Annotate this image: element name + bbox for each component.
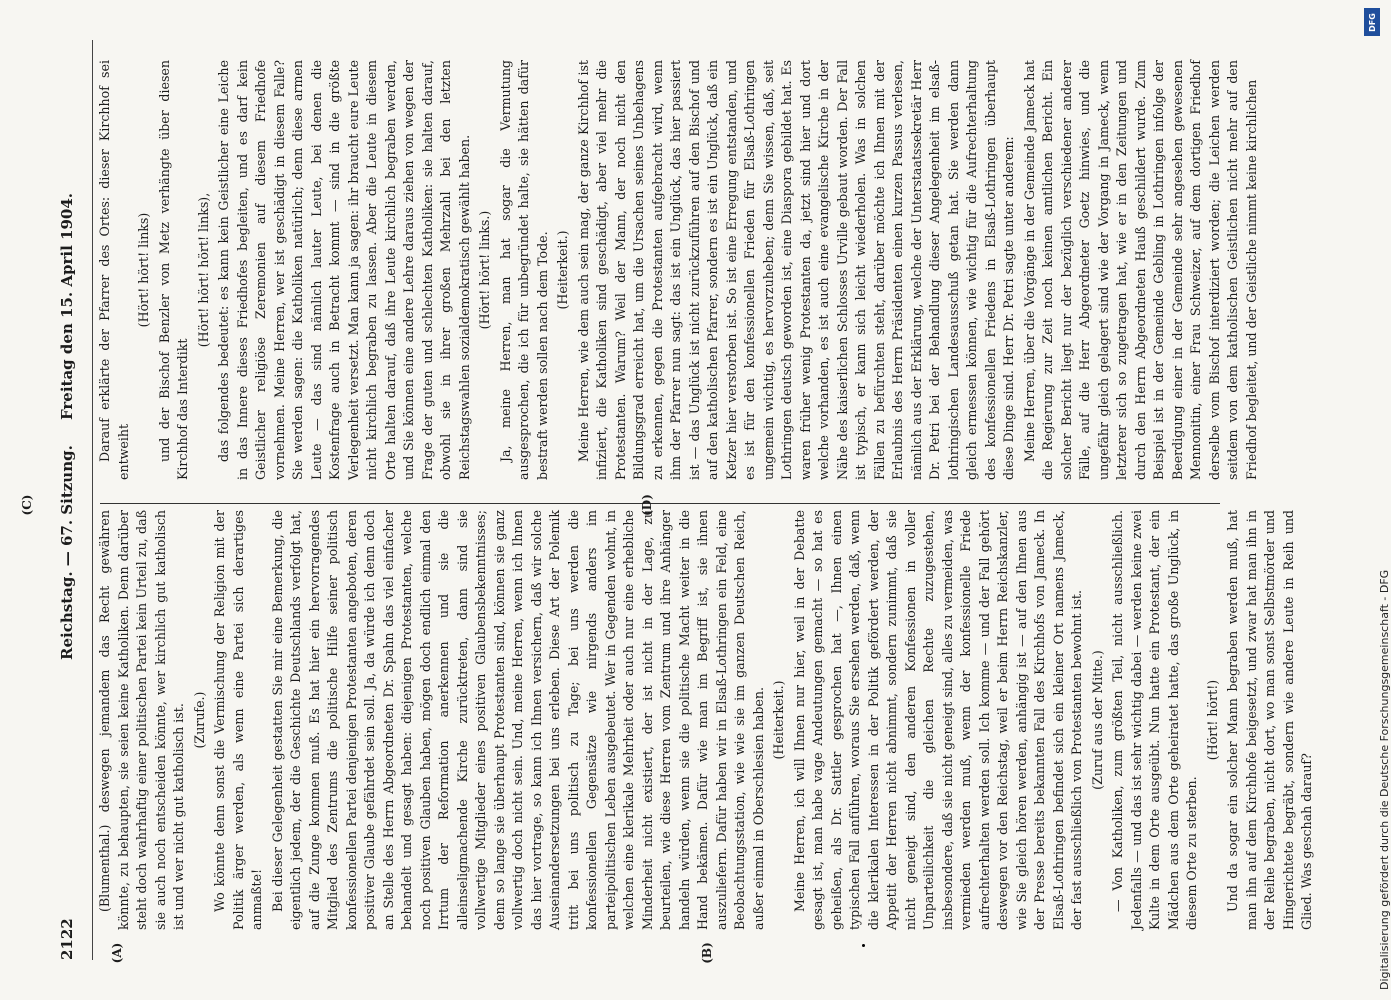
interjection: (Heiterkeit.) [555,230,570,310]
column-divider [100,503,1220,504]
ink-speck [862,944,865,947]
paragraph: Bei dieser Gelegenheit gestatten Sie mir eine Bemerkung, die eigentlich jedem, der die Geschichte Deutschlands verfolgt hat, auf die Zunge kommen muß. Es hat hier ein hervorragendes Mitglied des Zentrums die politische Hilfe seiner politisch konfessionellen Partei denjenigen Protestanten angeboten, deren positiver Glaube gefährdet sein soll. Ja, da würde ich denn doch an Stelle des Herrn Abgeordneten Dr. Spahn das viel einfacher behandelt und gesagt haben: diejenigen Protestanten, welche noch positiven Glauben haben, mögen doch endlich einmal den Irrtum der Reformation anerkennen und sie die alleinseligmachende Kirche zurücktreten, dann sind sie vollwertige Mitglieder eines positiven Glaubensbekenntnisses; denn so lange sie überhaupt Protestanten sind, können sie ganz vollwertig doch nicht sein. Und, meine Herren, wenn ich Ihnen das hier vortrage, so kann ich Ihnen versichern, daß wir solche Auseinandersetzungen bei uns erleben. Diese Art der Polemik tritt bei uns politisch zu Tage; bei uns werden die konfessionellen Gegensätze wie nirgends anders im parteipolitischen Leben ausgebeutet. Wer in Gegenden wohnt, in welchen eine klerikale Mehrheit oder auch nur eine erhebliche Minderheit nicht existiert, der ist nicht in der Lage, zu beurteilen, wie diese Herren vom Zentrum und ihre Anhänger handeln würden, wenn sie die politische Macht weiter in die Hand bekämen. Dafür wie man im Begriff ist, sie ihnen auszuliefern. Dafür haben wir in Elsaß-Lothringen ein Feld, eine Beobachtungsstation, wie wie sie im ganzen Deutschen Reich, außer einmal in Oberschlesien haben. [269,510,766,930]
interjection: (Hört! hört!) [1204,679,1220,761]
interjection: (Hört! hört! links) [136,212,151,328]
interjection: (Zuruf aus der Mitte.) [1089,650,1105,790]
paragraph: Meine Herren, über die Vorgänge in der Gemeinde Jameck hat die Regierung zur Zeit noch keinen amtlichen Bericht. Ein solcher Bericht liegt nur der bezüglich verschiedener anderer Fälle, auf die Herr Abgeordneter Goetz hinwies, und die ungefähr gleich gelagert sind wie der Vorgang in Jameck, wenn letzterer sich so zugetragen hat, wie er in den Zeitungen und durch den Herrn Abgeordneten Hauß geschildert wurde. Zum Beispiel ist in der Gemeinde Gebling in Lothringen infolge der Beerdigung einer in der Gemeinde sehr angesehen gewesenen Mennonitin, einer Frau Schweizer, auf dem dortigen Friedhof derselbe vom Bischof interdiziert worden; die Leichen werden seitdem von dem katholischen Geistlichen nicht mehr auf den Friedhof begleitet, und der Geistliche nimmt keine kirchlichen [1021,60,1259,480]
page-header [48,40,88,960]
digitization-credit: Digitalisierung gefördert durch die Deutsche Forschungsgemeinschaft - DFG [1378,569,1391,990]
interjection: (Heiterkeit.) [771,680,786,760]
interjection: (Zurufe.) [191,691,207,749]
interjection: (Hört! hört! hört! links), [195,192,211,348]
paragraph: Meine Herren, ich will Ihnen nur hier, weil in der Debatte gesagt ist, man habe vage Andeutungen gemacht — so hat es geheißen, als Dr. Sattler gesprochen hat —, Ihnen einen typischen Fall anführen, woraus Sie ersehen werden, daß, wenn die klerikalen Interessen in der Politik gefördert werden, der Appetit der Herren nicht abnimmt, sondern zunimmt, daß sie nicht geneigt sind, den anderen Konfessionen in voller Unparteilichkeit die gleichen Rechte zuzugestehen, insbesondere, daß sie nicht geneigt sind, alles zu vermeiden, was vermieden werden muß, wenn der konfessionelle Friede aufrechterhalten werden soll. Ich komme — und der Fall gehört deswegen vor den Reichstag, weil er beim Herrn Reichskanzler, wie Sie gleich hören werden, anhängig ist — auf den Ihnen aus der Presse bereits bekannten Fall des Kirchhofs von Jameck. In Elsaß-Lothringen befindet sich ein kleiner Ort namens Jameck, der fast ausschließlich von Protestanten bewohnt ist. [791,510,1084,930]
margin-label-d: (D) [640,494,654,516]
paragraph: Und da sogar ein solcher Mann begraben werden muß, hat man ihn auf dem Kirchhofe beigesetzt, und zwar hat man ihn in der Reihe begraben, nicht dort, wo man sonst Selbstmörder und Hingerichtete begräbt, sondern wie andere Leute in Reih und Glied. Was geschah darauf? [1225,510,1314,930]
session-date: Freitag den 15. April 1904. [58,193,76,420]
paragraph: das folgendes bedeutet: es kann kein Geistlicher eine Leiche in das Innere dieses Friedhofes begleiten, und es darf kein Geistlicher religiöse Zeremonien auf diesem Friedhofe vornehmen. Meine Herren, wer ist geschädigt in diesem Falle? Sie werden sagen: die Katholiken natürlich; denn diese armen Leute — das sind nämlich lauter Leute, bei denen die Kostenfrage auch in Betracht kommt — sind in die größte Verlegenheit versetzt. Man kann ja sagen: ihr braucht eure Leute nicht kirchlich begraben zu lassen. Aber die Leute in diesem Orte halten darauf, daß ihre Leute kirchlich begraben werden, und Sie können eine andere Lehre daraus ziehen von wegen der Frage der guten und schlechten Katholiken: sie halten darauf, obwohl sie in ihrer großen Mehrzahl bei den letzten Reichstagswahlen sozialdemokratisch gewählt haben. [216,60,472,480]
paragraph: — Von Katholiken, zum größten Teil, nicht ausschließlich. Jedenfalls — und das ist sehr wichtig dabei — werden keine zwei Kulte in dem Orte ausgeübt. Nun hatte ein Protestant, der ein Mädchen aus dem Orte geheiratet hatte, das große Unglück, in diesem Orte zu sterben. [1110,510,1199,930]
paragraph: Darauf erklärte der Pfarrer des Ortes: dieser Kirchhof sei entweiht [97,60,131,480]
left-column-text [96,510,1314,930]
header-rule [92,40,93,960]
page-number: 2122 [58,918,76,960]
paragraph: (Blumenthal.) deswegen jemandem das Recht gewähren könnte, zu behaupten, sie seien keine Katholiken. Denn darüber steht doch wahrhaftig einer politischen Partei kein Urteil zu, daß sie auch noch entscheiden könnte, wer kirchlich gut katholisch ist und wer nicht gut katholisch ist. [97,510,186,930]
dfg-logo: DFG [1364,8,1380,36]
session-title: Reichstag. — 67. Sitzung. [58,445,76,660]
interjection: (Hört! hört! links.) [477,210,492,330]
paragraph: Meine Herren, wie dem auch sein mag, der ganze Kirchhof ist infiziert, die Katholiken sind geschädigt, aber viel mehr die Protestanten. Warum? Weil der Mann, der noch nicht den Bildungsgrad erreicht hat, um die Ursachen seines Unbehagens zu erkennen, gegen die Protestanten aufgebracht wird, wenn ihm der Pfarrer nun sagt: das ist ein Unglück, das hier passiert ist — das Unglück ist nicht zurückzuführen auf den Bischof und auf den katholischen Pfarrer, sondern es ist ein Unglück, daß ein Ketzer hier verstorben ist. So ist eine Erregung entstanden, und es ist für den konfessionellen Frieden für Elsaß-Lothringen ungemein wichtig, es hervorzuheben; denn Sie wissen, daß, seit Lothringen deutsch geworden ist, eine Diaspora gebildet hat. Es waren früher wenig Protestanten da, jetzt sind hier und dort welche vorhanden, es ist auch eine evangelische Kirche in der Nähe des kaiserlichen Schlosses Urville gebaut worden. Der Fall ist typisch, er kann sich leicht wiederholen. Was in solchen Fällen zu befürchten steht, darüber möchte ich Ihnen mit der Erlaubnis des Herrn Präsidenten einen kurzen Passus verlesen, nämlich aus der Erklärung, welche der Unterstaatssekretär Herr Dr. Petri bei der Behandlung dieser Angelegenheit im elsaß-lothringischen Landesausschuß getan hat. Sie werden dann gleich ermessen können, wie wichtig für die Aufrechterhaltung des konfessionellen Friedens in Elsaß-Lothringen überhaupt diese Dinge sind. Herr Dr. Petri sagte unter anderem: [575,60,1016,480]
paragraph: Wo könnte denn sonst die Vermischung der Religion mit der Politik ärger werden, als wenn eine Partei sich derartiges anmaßte! [212,510,264,930]
paragraph: und der Bischof Benzler von Metz verhängte über diesen Kirchhof das Interdikt [156,60,190,480]
margin-label-b: (B) [700,942,714,964]
margin-label-a: (A) [110,942,124,964]
margin-label-c: (C) [20,494,34,516]
paragraph: Ja, meine Herren, man hat sogar die Vermutung ausgesprochen, die ich für unbegründet halte, sie hätten dafür bestraft werden sollen nach dem Tode. [497,60,550,480]
right-column-text [96,60,1286,480]
